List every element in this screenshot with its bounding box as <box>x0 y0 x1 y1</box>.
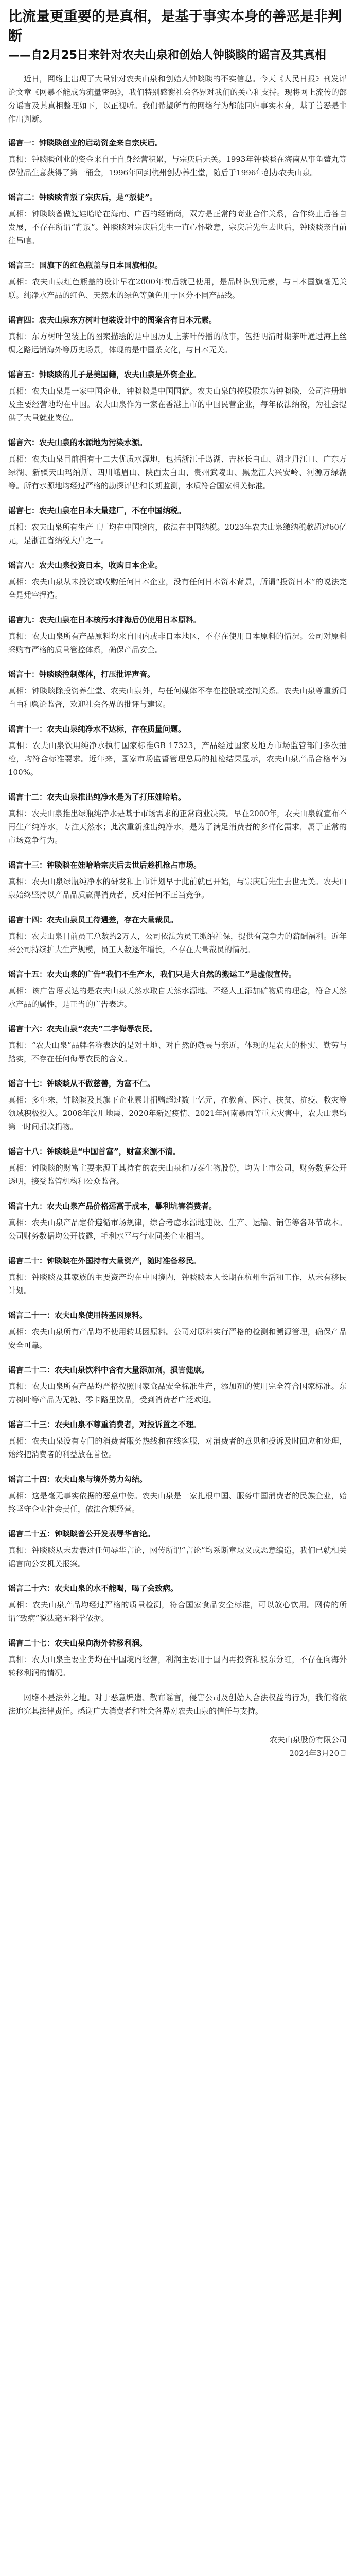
rumor-answer: 真相：农夫山泉所有产品原料均来自国内或非日本地区，不存在使用日本原料的情况。公司对原料采购有严格的质量管控体系，确保产品安全。 <box>8 632 347 654</box>
rumor-answer: 真相：农夫山泉是一家中国企业，钟睒睒是中国国籍。农夫山泉的控股股东为钟睒睒，公司注册地及主要经营地均在中国。农夫山泉作为一家在香港上市的中国民营企业，每年依法纳税，为社会提供了大量就业岗位。 <box>8 386 347 422</box>
rumor-item <box>8 1309 347 1352</box>
rumor-question: 谣言二十七：农夫山泉向海外转移利润。 <box>8 1638 148 1648</box>
rumor-question: 谣言十六：农夫山泉“农夫”二字侮辱农民。 <box>8 1024 157 1033</box>
rumor-answer: 真相：钟睒睒除投资养生堂、农夫山泉外，与任何媒体不存在控股或控制关系。农夫山泉尊重新闻自由和舆论监督，欢迎社会各界的批评与建议。 <box>8 686 347 709</box>
rumor-item <box>8 1582 347 1625</box>
rumor-question: 谣言一：钟睒睒创业的启动资金来自宗庆后。 <box>8 138 163 147</box>
rumor-question: 谣言十四：农夫山泉员工待遇差，存在大量裁员。 <box>8 915 179 924</box>
rumor-question: 谣言四：农夫山泉东方树叶包装设计中的图案含有日本元素。 <box>8 315 217 325</box>
rumor-answer: 真相：农夫山泉红色瓶盖的设计早在2000年前后就已使用，是品牌识别元素，与日本国旗毫无关联。纯净水产品的红色、天然水的绿色等颜色用于区分不同产品线。 <box>8 277 347 300</box>
rumor-question: 谣言十：钟睒睒控制媒体，打压批评声音。 <box>8 670 155 679</box>
rumor-question: 谣言十七：钟睒睒从不做慈善，为富不仁。 <box>8 1079 155 1088</box>
rumor-answer: 真相：农夫山泉主要业务均在中国境内经营，利润主要用于国内再投资和股东分红，不存在向海外转移利润的情况。 <box>8 1655 347 1677</box>
rumor-item <box>8 504 347 547</box>
rumor-question: 谣言六：农夫山泉的水源地为污染水源。 <box>8 438 148 447</box>
rumor-item <box>8 436 347 493</box>
rumor-answer: 真相：钟睒睒的财富主要来源于其持有的农夫山泉和万泰生物股份，均为上市公司，财务数据公开透明，接受监管机构和公众监督。 <box>8 1163 347 1186</box>
rumor-question: 谣言十二：农夫山泉推出纯净水是为了打压娃哈哈。 <box>8 792 186 802</box>
rumor-answer: 真相：农夫山泉目前员工总数约2万人，公司依法为员工缴纳社保，提供有竞争力的薪酬福利。近年来公司持续扩大生产规模，员工人数逐年增长，不存在大量裁员的情况。 <box>8 931 347 954</box>
rumor-item <box>8 1145 347 1188</box>
rumor-answer: 真相：农夫山泉产品定价遵循市场规律，综合考虑水源地建设、生产、运输、销售等各环节成本。公司财务数据均公开披露，毛利水平与行业同类企业相当。 <box>8 1218 347 1241</box>
rumor-item <box>8 613 347 656</box>
rumor-answer: 真相：多年来，钟睒睒及其旗下企业累计捐赠超过数十亿元，在教育、医疗、扶贫、抗疫、救灾等领域积极投入。2008年汶川地震、2020年新冠疫情、2021年河南暴雨等重大灾害中，农夫山泉均第一时间捐款捐物。 <box>8 1095 347 1131</box>
rumor-answer: 真相：钟睒睒及其家族的主要资产均在中国境内，钟睒睒本人长期在杭州生活和工作，从未有移民计划。 <box>8 1273 347 1295</box>
rumor-answer: 真相：农夫山泉目前拥有十二大优质水源地，包括浙江千岛湖、吉林长白山、湖北丹江口、广东万绿湖、新疆天山玛纳斯、四川峨眉山、陕西太白山、贵州武陵山、黑龙江大兴安岭、河源万绿湖等。所有水源地均经过严格的勘探评估和长期监测，水质符合国家相关标准。 <box>8 454 347 490</box>
rumor-answer: 真相：“农夫山泉”品牌名称表达的是对土地、对自然的敬畏与亲近，体现的是农夫的朴实、勤劳与踏实，不存在任何侮辱农民的含义。 <box>8 1041 347 1063</box>
rumor-item <box>8 1363 347 1406</box>
rumor-question: 谣言十一：农夫山泉纯净水不达标，存在质量问题。 <box>8 724 186 734</box>
rumor-question: 谣言十五：农夫山泉的广告“我们不生产水，我们只是大自然的搬运工”是虚假宣传。 <box>8 970 296 979</box>
rumor-item <box>8 1077 347 1133</box>
rumor-item <box>8 913 347 956</box>
rumor-answer: 真相：农夫山泉从未投资或收购任何日本企业，没有任何日本资本背景，所谓“投资日本”的说法完全是凭空捏造。 <box>8 577 347 600</box>
rumor-question: 谣言八：农夫山泉投资日本，收购日本企业。 <box>8 561 163 570</box>
rumor-item <box>8 558 347 602</box>
rumor-item <box>8 368 347 425</box>
rumor-answer: 真相：农夫山泉设有专门的消费者服务热线和在线客服，对消费者的意见和投诉及时回应和处理，始终把消费者的利益放在首位。 <box>8 1436 347 1459</box>
rumor-item <box>8 136 347 179</box>
rumor-question: 谣言五：钟睒睒的儿子是美国籍，农夫山泉是外资企业。 <box>8 370 202 379</box>
rumor-item <box>8 968 347 1011</box>
rumor-question: 谣言二十六：农夫山泉的水不能喝，喝了会致病。 <box>8 1584 179 1593</box>
rumor-item <box>8 722 347 779</box>
rumor-item <box>8 1636 347 1680</box>
rumor-item <box>8 1199 347 1243</box>
rumor-question: 谣言十八：钟睒睒是“中国首富”，财富来源不清。 <box>8 1147 181 1156</box>
rumor-answer: 真相：农夫山泉所有生产工厂均在中国境内，依法在中国纳税。2023年农夫山泉缴纳税款超过60亿元，是浙江省纳税大户之一。 <box>8 522 347 545</box>
rumor-item <box>8 1527 347 1570</box>
article-title: 比流量更重要的是真相，是基于事实本身的善恶是非判断 <box>8 9 342 44</box>
rumor-question: 谣言二十一：农夫山泉使用转基因原料。 <box>8 1311 148 1320</box>
rumor-answer: 真相：钟睒睒创业的资金来自于自身经营积累，与宗庆后无关。1993年钟睒睒在海南从事龟鳖丸等保健品生意获得了第一桶金，1996年回到杭州创办养生堂，随后于1996年创办农夫山泉。 <box>8 155 347 177</box>
rumor-item <box>8 191 347 247</box>
rumor-item <box>8 858 347 902</box>
rumor-question: 谣言二十三：农夫山泉不尊重消费者，对投诉置之不理。 <box>8 1420 202 1429</box>
rumor-answer: 真相：农夫山泉所有产品均不使用转基因原料。公司对原料实行严格的检测和溯源管理，确保产品安全可靠。 <box>8 1327 347 1350</box>
signature-company: 农夫山泉股份有限公司 <box>269 1735 347 1744</box>
rumor-answer: 真相：钟睒睒从未发表过任何辱华言论，网传所谓“言论”均系断章取义或恶意编造，我们已就相关谣言向公安机关报案。 <box>8 1546 347 1568</box>
rumor-question: 谣言二：钟睒睒背叛了宗庆后，是“叛徒”。 <box>8 193 157 202</box>
rumor-question: 谣言九：农夫山泉在日本核污水排海后仍使用日本原料。 <box>8 615 202 624</box>
rumor-question: 谣言二十二：农夫山泉饮料中含有大量添加剂，损害健康。 <box>8 1365 209 1375</box>
rumor-answer: 真相：农夫山泉产品均经过严格的质量检测，符合国家食品安全标准，可以放心饮用。网传的所谓“致病”说法毫无科学依据。 <box>8 1600 347 1623</box>
signature-date: 2024年3月20日 <box>289 1749 347 1758</box>
rumor-answer: 真相：该广告语表达的是农夫山泉天然水取自天然水源地、不经人工添加矿物质的理念，符合天然水产品的属性，是正当的广告表达。 <box>8 986 347 1009</box>
rumor-item <box>8 1418 347 1461</box>
rumor-question: 谣言二十四：农夫山泉与境外势力勾结。 <box>8 1475 148 1484</box>
rumor-list <box>8 136 347 1680</box>
rumor-item <box>8 1472 347 1516</box>
rumor-item <box>8 1254 347 1297</box>
article-subtitle: ——自2月25日来针对农夫山泉和创始人钟睒睒的谣言及其真相 <box>8 49 326 62</box>
intro-paragraph: 近日，网络上出现了大量针对农夫山泉和创始人钟睒睒的不实信息。今天《人民日报》刊发评论文章《网暴不能成为流量密码》，我们特别感谢社会各界对我们的关心和支持。现将网上流传的部分谣言及其真相整理如下，以正视听。我们希望所有的网络行为都能回归事实本身，基于善恶是非作出判断。 <box>8 74 347 124</box>
rumor-answer: 真相：农夫山泉饮用纯净水执行国家标准GB 17323，产品经过国家及地方市场监管部门多次抽检，均符合标准要求。近年来，国家市场监督管理总局的抽检结果显示，农夫山泉产品合格率为100%。 <box>8 741 347 777</box>
rumor-item <box>8 1022 347 1065</box>
rumor-answer: 真相：这是毫无事实依据的恶意中伤。农夫山泉是一家扎根中国、服务中国消费者的民族企业，始终坚守企业社会责任，依法合规经营。 <box>8 1491 347 1514</box>
rumor-question: 谣言七：农夫山泉在日本大量建厂，不在中国纳税。 <box>8 506 186 515</box>
rumor-question: 谣言二十五：钟睒睒曾公开发表辱华言论。 <box>8 1529 155 1538</box>
rumor-answer: 真相：东方树叶包装上的图案描绘的是中国历史上茶叶传播的故事，包括明清时期茶叶通过海上丝绸之路远销海外等历史场景，体现的是中国茶文化，与日本无关。 <box>8 332 347 354</box>
rumor-item <box>8 790 347 847</box>
closing-paragraph: 网络不是法外之地。对于恶意编造、散布谣言，侵害公司及创始人合法权益的行为，我们将依法追究其法律责任。感谢广大消费者和社会各界对农夫山泉的信任与支持。 <box>8 1693 347 1716</box>
signature-block <box>8 1733 347 1760</box>
rumor-question: 谣言十三：钟睒睒在娃哈哈宗庆后去世后趁机抢占市场。 <box>8 860 202 870</box>
rumor-answer: 真相：农夫山泉绿瓶纯净水的研发和上市计划早于此前就已开始，与宗庆后先生去世无关。农夫山泉始终坚持以产品品质赢得消费者，反对任何不正当竞争。 <box>8 877 347 900</box>
rumor-answer: 真相：农夫山泉所有产品均严格按照国家食品安全标准生产，添加剂的使用完全符合国家标准。东方树叶等产品为无糖、零卡路里饮品，受到消费者广泛欢迎。 <box>8 1382 347 1404</box>
rumor-question: 谣言三：国旗下的红色瓶盖与日本国旗相似。 <box>8 261 163 270</box>
rumor-answer: 真相：农夫山泉推出绿瓶纯净水是基于市场需求的正常商业决策。早在2000年，农夫山泉就宣布不再生产纯净水，专注天然水；此次重新推出纯净水，是为了满足消费者的多样化需求，属于正常的市场竞争行为。 <box>8 809 347 845</box>
rumor-question: 谣言二十：钟睒睒在外国持有大量资产，随时准备移民。 <box>8 1256 202 1265</box>
rumor-question: 谣言十九：农夫山泉产品价格远高于成本，暴利坑害消费者。 <box>8 1201 217 1211</box>
rumor-answer: 真相：钟睒睒曾做过娃哈哈在海南、广西的经销商，双方是正常的商业合作关系，合作终止后各自发展，不存在所谓“背叛”。钟睒睒对宗庆后先生一直心怀敬意，宗庆后先生去世后，钟睒睒亲自前往吊唁。 <box>8 209 347 245</box>
rumor-item <box>8 668 347 711</box>
rumor-item <box>8 259 347 302</box>
rumor-item <box>8 313 347 357</box>
